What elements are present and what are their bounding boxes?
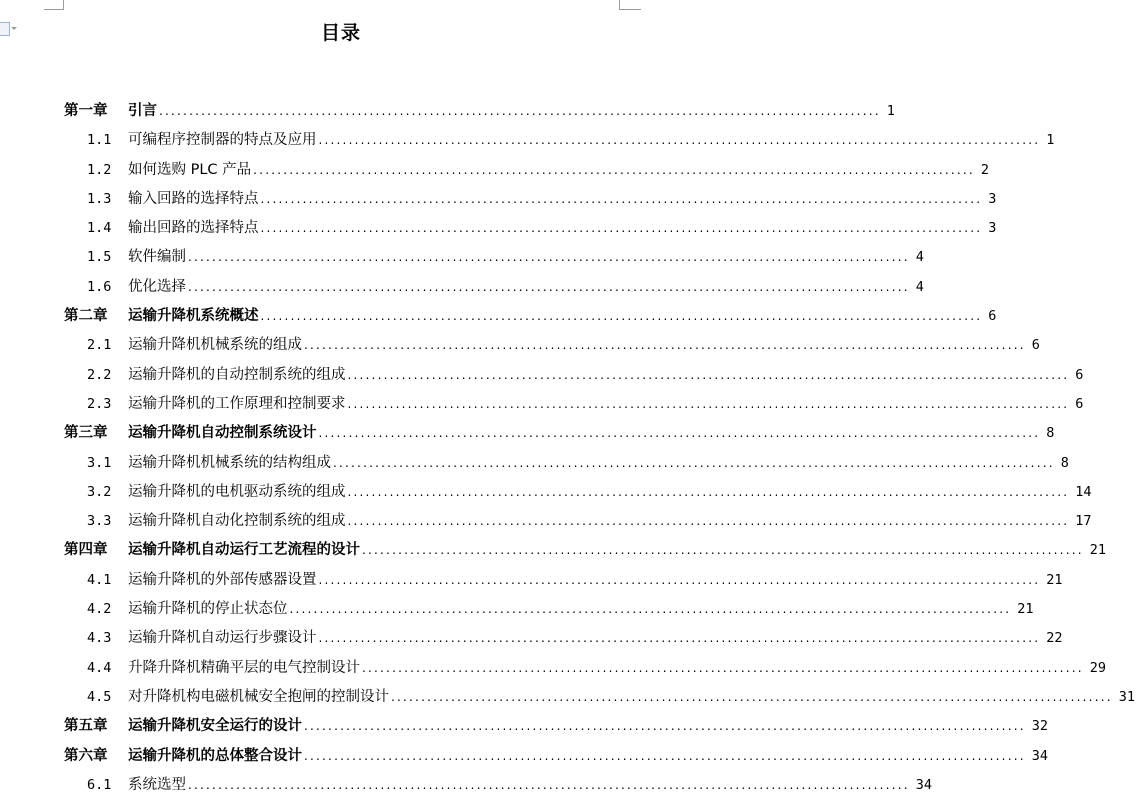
dot-leader: ........................................................................................................................	[347, 367, 1070, 382]
toc-entry-title: 运输升降机的总体整合设计	[128, 747, 302, 764]
dot-leader: ........................................................................................................................	[347, 484, 1070, 499]
toc-entry-title: 运输升降机系统概述	[128, 308, 259, 325]
toc-entry-page-number: 6	[988, 308, 997, 325]
toc-entry-page-number: 29	[1089, 659, 1106, 676]
toc-entry-title: 如何选购 PLC 产品	[128, 161, 252, 178]
toc-entry-title: 软件编制	[128, 249, 186, 266]
toc-entry-page-number: 34	[915, 776, 932, 793]
toc-entry-page-number: 22	[1046, 630, 1063, 647]
toc-chapter-entry[interactable]	[64, 712, 1048, 741]
toc-entry-number: 3.3	[87, 513, 112, 530]
toc-entry-number: 1.6	[87, 278, 112, 295]
dot-leader: ........................................................................................................................	[347, 514, 1070, 529]
dot-leader: ........................................................................................................................	[304, 719, 1026, 734]
toc-entry-number: 第二章	[64, 308, 108, 325]
toc-entry-number: 2.2	[87, 366, 112, 383]
toc-entry-title: 运输升降机自动控制系统设计	[128, 425, 317, 442]
toc-entry-page-number: 21	[1089, 542, 1106, 559]
toc-entry-title: 运输升降机的停止状态位	[128, 601, 288, 618]
toc-entry-page-number: 6	[1031, 337, 1040, 354]
dot-leader: ........................................................................................................................	[188, 279, 910, 294]
dot-leader: ........................................................................................................................	[159, 104, 881, 118]
toc-entry-number: 1.3	[87, 190, 112, 207]
toc-entry-page-number: 6	[1075, 395, 1084, 412]
crop-mark-top-right-horizontal	[619, 9, 641, 10]
dot-leader: ........................................................................................................................	[318, 631, 1041, 646]
dot-leader: ........................................................................................................................	[347, 396, 1070, 411]
toc-entry-number: 4.3	[87, 630, 112, 647]
toc-section-entry[interactable]	[64, 771, 932, 793]
toc-entry-page-number: 8	[1046, 425, 1055, 442]
toc-section-entry[interactable]	[64, 566, 1063, 595]
dot-leader: ........................................................................................................................	[260, 191, 983, 206]
toc-entry-title: 运输升降机自动化控制系统的组成	[128, 513, 346, 530]
toc-entry-page-number: 3	[988, 190, 997, 207]
toc-entry-number: 4.2	[87, 601, 112, 618]
toc-section-entry[interactable]	[64, 214, 997, 243]
toc-entry-title: 可编程序控制器的特点及应用	[128, 132, 317, 149]
toc-entry-title: 运输升降机的外部传感器设置	[128, 571, 317, 588]
toc-entry-page-number: 6	[1075, 366, 1084, 383]
toc-entry-title: 运输升降机的工作原理和控制要求	[128, 395, 346, 412]
crop-mark-top-left-horizontal	[44, 9, 64, 10]
toc-entry-title: 输出回路的选择特点	[128, 220, 259, 237]
toc-entry-number: 3.1	[87, 454, 112, 471]
toc-section-entry[interactable]	[64, 595, 1034, 624]
toc-section-entry[interactable]	[64, 126, 1055, 155]
toc-entry-number: 1.4	[87, 220, 112, 237]
toc-entry-number: 1.5	[87, 249, 112, 266]
toc-section-entry[interactable]	[64, 624, 1063, 653]
toc-section-entry[interactable]	[64, 654, 1106, 683]
toc-entry-page-number: 3	[988, 220, 997, 237]
toc-entry-title: 运输升降机机械系统的结构组成	[128, 454, 331, 471]
toc-entry-page-number: 21	[1017, 601, 1034, 618]
toc-entry-title: 运输升降机自动运行步骤设计	[128, 630, 317, 647]
dot-leader: ........................................................................................................................	[333, 455, 1055, 470]
toc-entry-page-number: 4	[915, 249, 924, 266]
toc-entry-number: 第六章	[64, 747, 108, 764]
toc-section-entry[interactable]	[64, 273, 924, 302]
toc-section-entry[interactable]	[64, 449, 1069, 478]
toc-entry-number: 1.1	[87, 132, 112, 149]
dot-leader: ........................................................................................................................	[289, 602, 1012, 617]
toc-entry-page-number: 34	[1031, 747, 1048, 764]
dot-leader: ........................................................................................................................	[318, 426, 1041, 441]
dot-leader: ........................................................................................................................	[318, 133, 1041, 148]
toc-entry-title: 对升降机构电磁机械安全抱闸的控制设计	[128, 688, 389, 705]
toc-section-entry[interactable]	[64, 361, 1084, 390]
toc-entry-number: 第三章	[64, 425, 108, 442]
toc-entry-title: 引言	[128, 103, 157, 119]
toc-section-entry[interactable]	[64, 331, 1040, 360]
toc-entry-number: 第一章	[64, 103, 108, 119]
toc-section-entry[interactable]	[64, 185, 997, 214]
toc-entry-title: 运输升降机机械系统的组成	[128, 337, 302, 354]
toc-entry-page-number: 17	[1075, 513, 1092, 530]
toc-entry-title: 运输升降机安全运行的设计	[128, 718, 302, 735]
toc-entry-number: 2.1	[87, 337, 112, 354]
dot-leader: ........................................................................................................................	[304, 748, 1026, 763]
dot-leader: ........................................................................................................................	[260, 309, 983, 324]
toc-entry-title: 输入回路的选择特点	[128, 190, 259, 207]
toc-section-entry[interactable]	[64, 478, 1092, 507]
toc-entry-number: 第五章	[64, 718, 108, 735]
toc-entry-page-number: 8	[1060, 454, 1069, 471]
toc-entry-page-number: 4	[915, 278, 924, 295]
dot-leader: ........................................................................................................................	[391, 689, 1113, 704]
toc-entry-number: 4.1	[87, 571, 112, 588]
toc-entry-title: 系统选型	[128, 776, 186, 793]
toc-chapter-entry[interactable]	[64, 536, 1106, 565]
toc-entry-title: 运输升降机的电机驱动系统的组成	[128, 483, 346, 500]
toc-section-entry[interactable]	[64, 390, 1084, 419]
toc-chapter-entry[interactable]	[64, 97, 895, 126]
dot-leader: ........................................................................................................................	[304, 338, 1026, 353]
toc-entry-page-number: 2	[980, 161, 990, 178]
toc-entry-page-number: 32	[1031, 718, 1048, 735]
toc-entry-number: 4.5	[87, 688, 112, 705]
toc-section-entry[interactable]	[64, 156, 990, 185]
dot-leader: ........................................................................................................................	[188, 250, 910, 265]
toc-chapter-entry[interactable]	[64, 302, 997, 331]
toc-section-entry[interactable]	[64, 243, 924, 272]
dot-leader: ........................................................................................................................	[260, 221, 983, 236]
toc-entry-number: 6.1	[87, 776, 112, 793]
toc-entry-page-number: 21	[1046, 571, 1063, 588]
toc-entry-number: 4.4	[87, 659, 112, 676]
toc-entry-page-number: 1	[1046, 132, 1055, 149]
toc-entry-title: 运输升降机自动运行工艺流程的设计	[128, 542, 360, 559]
toc-chapter-entry[interactable]	[64, 742, 1048, 771]
page-title: 目录	[320, 22, 361, 44]
dot-leader: ........................................................................................................................	[362, 660, 1084, 675]
toc-entry-number: 2.3	[87, 395, 112, 412]
toc-chapter-entry[interactable]	[64, 419, 1055, 448]
toc-entry-number: 1.2	[87, 161, 112, 178]
dot-leader: ........................................................................................................................	[362, 543, 1084, 558]
toc-entry-title: 优化选择	[128, 278, 186, 295]
toc-section-entry[interactable]	[64, 507, 1092, 536]
toc-entry-page-number: 31	[1118, 688, 1135, 705]
dot-leader: ........................................................................................................................	[253, 162, 975, 177]
dot-leader: ........................................................................................................................	[188, 777, 910, 792]
toc-entry-number: 3.2	[87, 483, 112, 500]
toc-entry-title: 运输升降机的自动控制系统的组成	[128, 366, 346, 383]
toc-entry-page-number: 14	[1075, 483, 1092, 500]
toc-entry-page-number: 1	[886, 103, 895, 119]
toc-entry-number: 第四章	[64, 542, 108, 559]
toc-section-entry[interactable]	[64, 683, 1135, 712]
table-of-contents	[64, 97, 1135, 793]
dot-leader: ........................................................................................................................	[318, 572, 1041, 587]
toc-entry-title: 升降升降机精确平层的电气控制设计	[128, 659, 360, 676]
